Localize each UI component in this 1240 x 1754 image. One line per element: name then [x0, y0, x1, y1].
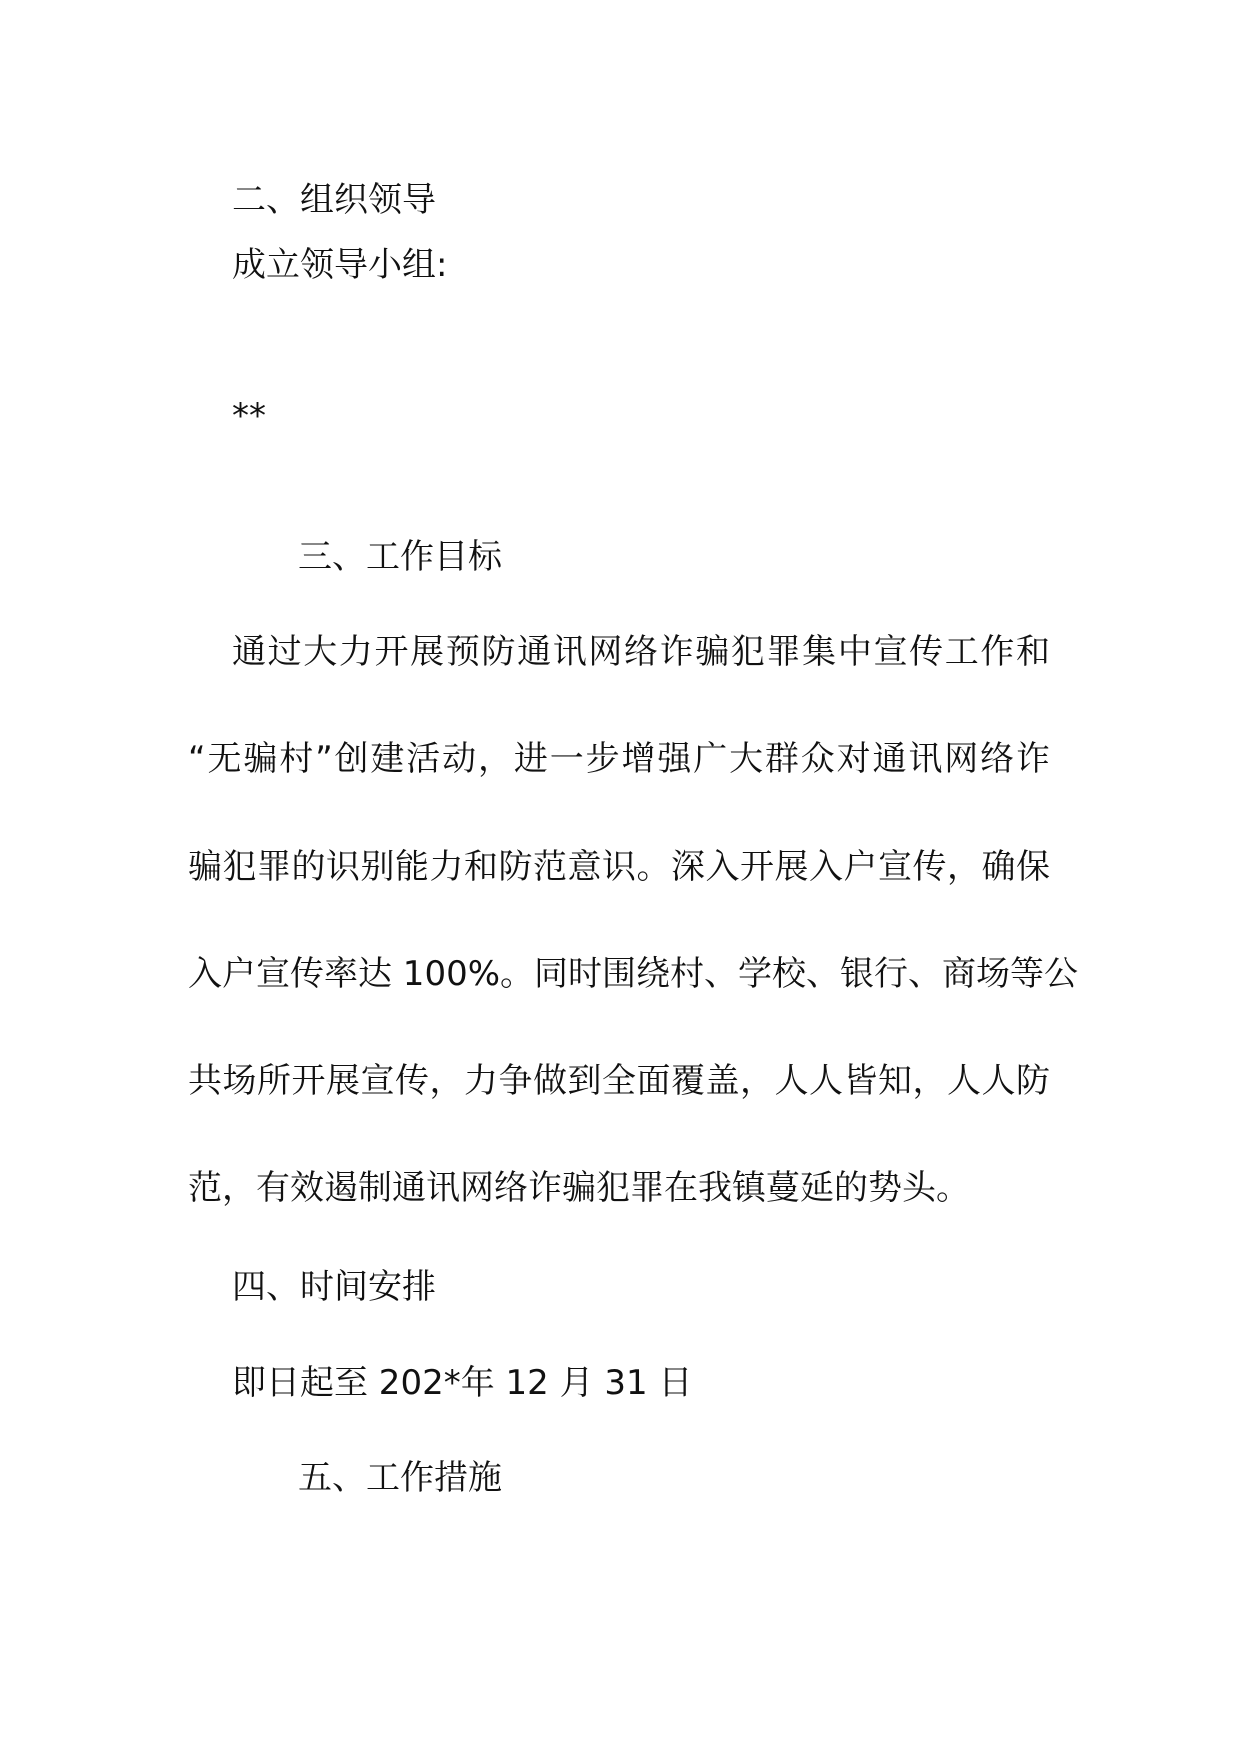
leader-group-label: 成立领导小组:	[232, 245, 448, 285]
goal-paragraph-line: “无骗村”创建活动，进一步增强广大群众对通讯网络诈	[188, 739, 1050, 779]
goal-paragraph-line: 骗犯罪的识别能力和防范意识。深入开展入户宣传，确保	[188, 847, 1050, 887]
goal-paragraph-line: 共场所开展宣传，力争做到全面覆盖，人人皆知，人人防	[188, 1061, 1050, 1101]
leader-group-members: **	[232, 396, 266, 436]
goal-paragraph-line: 通过大力开展预防通讯网络诈骗犯罪集中宣传工作和	[232, 632, 1050, 672]
section-heading-measures: 五、工作措施	[298, 1458, 502, 1498]
section-heading-organization: 二、组织领导	[232, 180, 436, 220]
section-heading-schedule: 四、时间安排	[232, 1267, 436, 1307]
goal-paragraph-line: 入户宣传率达 100%。同时围绕村、学校、银行、商场等公	[188, 954, 1079, 994]
section-heading-goals: 三、工作目标	[298, 537, 502, 577]
goal-paragraph-line: 范，有效遏制通讯网络诈骗犯罪在我镇蔓延的势头。	[188, 1168, 970, 1208]
schedule-date: 即日起至 202*年 12 月 31 日	[232, 1363, 693, 1403]
